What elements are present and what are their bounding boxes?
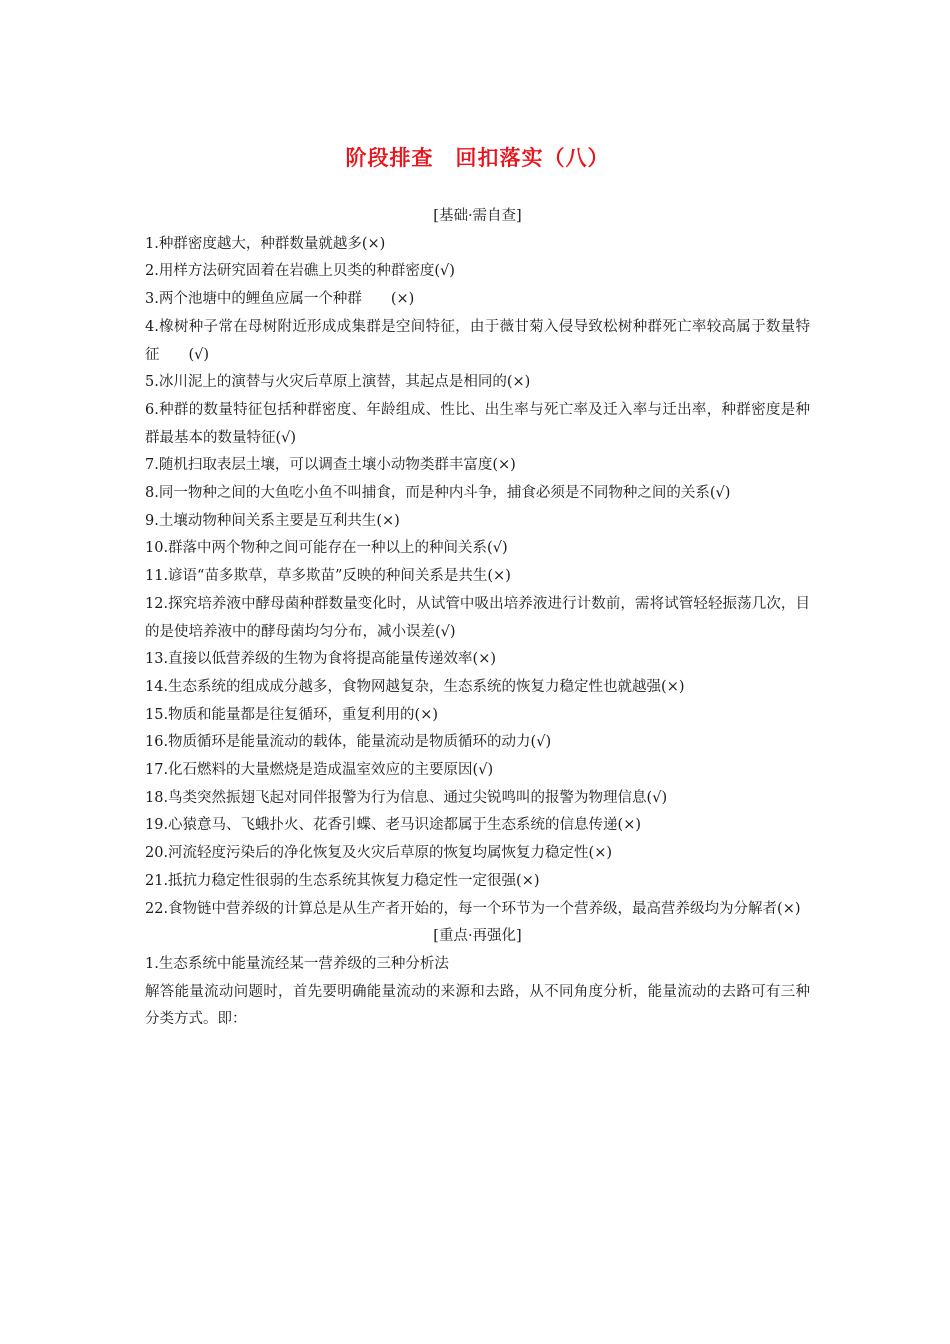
list-item: 20.河流轻度污染后的净化恢复及火灾后草原的恢复均属恢复力稳定性(×)	[145, 845, 613, 862]
document-body	[145, 203, 810, 1034]
list-item: 7.随机扫取表层土壤，可以调查土壤小动物类群丰富度(×)	[145, 457, 516, 474]
list-item: 5.冰川泥上的演替与火灾后草原上演替，其起点是相同的(×)	[145, 374, 531, 391]
list-item: 22.食物链中营养级的计算总是从生产者开始的，每一个环节为一个营养级，最高营养级均为分解者(×)	[145, 900, 801, 917]
list-item: 2.用样方法研究固着在岩礁上贝类的种群密度(√)	[145, 263, 455, 280]
list-item: 9.土壤动物种间关系主要是互利共生(×)	[145, 512, 400, 529]
list-item: 15.物质和能量都是往复循环，重复利用的(×)	[145, 706, 439, 723]
list-item: 11.谚语“苗多欺草，草多欺苗”反映的种间关系是共生(×)	[145, 568, 511, 585]
list-item: 18.鸟类突然振翅飞起对同伴报警为行为信息、通过尖锐鸣叫的报警为物理信息(√)	[145, 789, 668, 806]
list-item: 3.两个池塘中的鲤鱼应属一个种群 (×)	[145, 291, 415, 308]
list-item: 19.心猿意马、飞蛾扑火、花香引蝶、老马识途都属于生态系统的信息传递(×)	[145, 817, 642, 834]
list-item: 16.物质循环是能量流动的载体，能量流动是物质循环的动力(√)	[145, 734, 552, 751]
list-item: 17.化石燃料的大量燃烧是造成温室效应的主要原因(√)	[145, 762, 494, 779]
list-item: 14.生态系统的组成成分越多，食物网越复杂，生态系统的恢复力稳定性也就越强(×)	[145, 678, 685, 695]
list-item: 8.同一物种之间的大鱼吃小鱼不叫捕食，而是种内斗争，捕食必须是不同物种之间的关系(√)	[145, 485, 731, 502]
list-item: 1.生态系统中能量流经某一营养级的三种分析法	[145, 955, 449, 972]
list-item: 1.种群密度越大，种群数量就越多(×)	[145, 235, 386, 252]
list-item: 4.橡树种子常在母树附近形成成集群是空间特征，由于薇甘菊入侵导致松树种群死亡率较高属于数量特征 (√)	[145, 318, 810, 363]
basic-items-list	[145, 231, 810, 924]
list-item: 13.直接以低营养级的生物为食将提高能量传递效率(×)	[145, 651, 497, 668]
section-heading-key: [重点·再强化]	[433, 928, 522, 945]
list-item: 12.探究培养液中酵母菌种群数量变化时，从试管中吸出培养液进行计数前，需将试管轻轻振荡几次，目的是使培养液中的酵母菌均匀分布，减小误差(√)	[145, 595, 810, 640]
section-heading-basic: [基础·需自查]	[433, 208, 522, 224]
page-title: 阶段排查 回扣落实（八）	[345, 146, 610, 170]
list-item: 21.抵抗力稳定性很弱的生态系统其恢复力稳定性一定很强(×)	[145, 872, 540, 889]
list-item: 10.群落中两个物种之间可能存在一种以上的种间关系(√)	[145, 540, 508, 557]
paragraph: 解答能量流动问题时，首先要明确能量流动的来源和去路，从不同角度分析，能量流动的去路可有三种分类方式。即：	[145, 983, 810, 1028]
list-item: 6.种群的数量特征包括种群密度、年龄组成、性比、出生率与死亡率及迁入率与迁出率，种群密度是种群最基本的数量特征(√)	[145, 401, 810, 446]
key-items-list	[145, 951, 810, 1034]
